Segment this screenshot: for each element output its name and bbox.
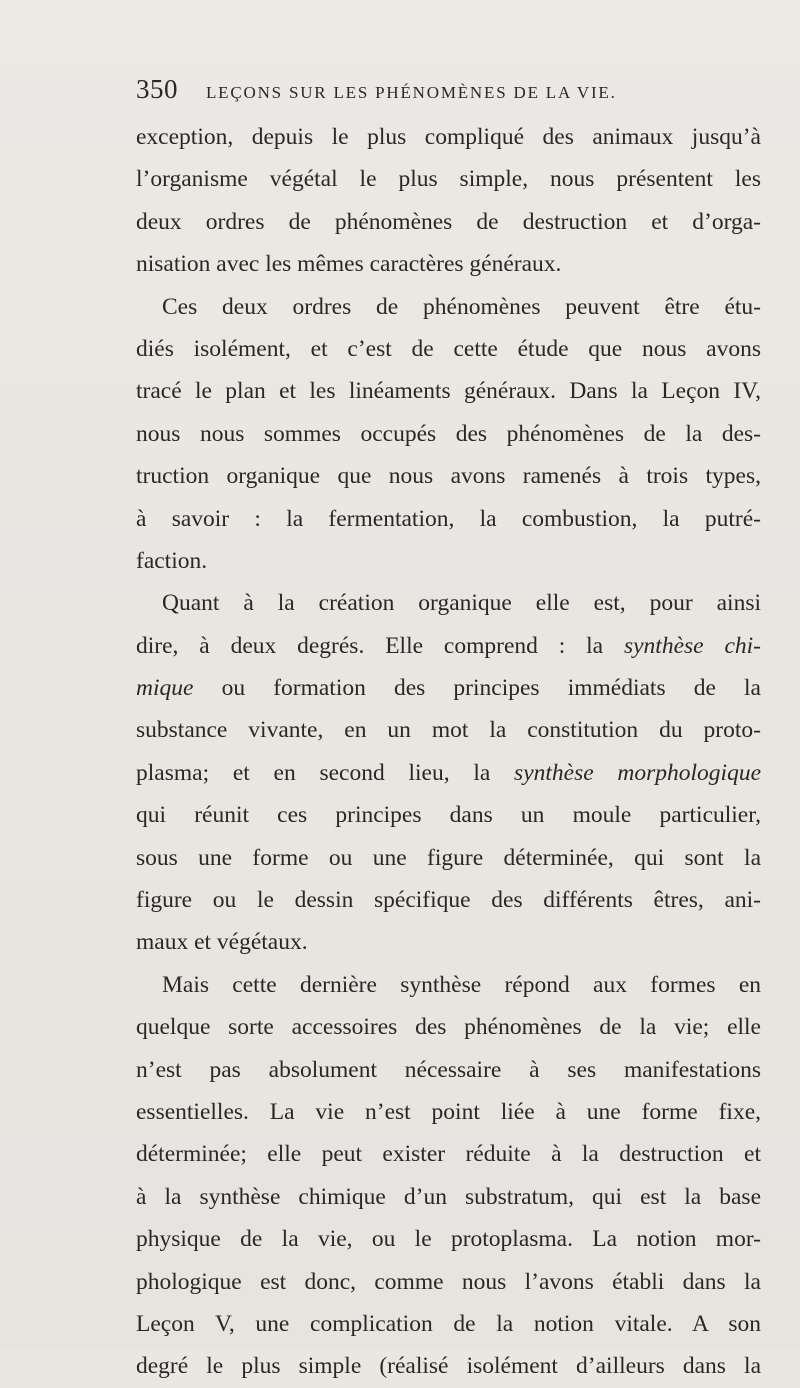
paragraph-start-line: Quant à la création organique elle est, pour ainsi <box>162 590 761 617</box>
text-line: degré le plus simple (réalisé isolément d’ailleurs dans la <box>136 1353 761 1380</box>
paragraph-start-line: Ces deux ordres de phénomènes peuvent être étu- <box>162 293 761 320</box>
text-line <box>136 667 761 709</box>
text-line <box>136 625 761 667</box>
text-line: substance vivante, en un mot la constitution du proto- <box>136 717 761 744</box>
italic-term: mique <box>136 675 194 702</box>
text-line: qui réunit ces principes dans un moule particulier, <box>136 802 761 829</box>
text-line: quelque sorte accessoires des phénomènes de la vie; elle <box>136 1014 761 1041</box>
text-line: figure ou le dessin spécifique des différents êtres, ani- <box>136 887 761 914</box>
text-line: maux et végétaux. <box>136 929 308 956</box>
text-line: à la synthèse chimique d’un substratum, qui est la base <box>136 1183 761 1210</box>
text-line: diés isolément, et c’est de cette étude que nous avons <box>136 335 761 362</box>
text-line: n’est pas absolument nécessaire à ses manifestations <box>136 1056 761 1083</box>
text-line: nisation avec les mêmes caractères généraux. <box>136 251 562 278</box>
text-line: deux ordres de phénomènes de destruction et d’orga- <box>136 208 761 235</box>
italic-term: synthèse chi- <box>623 632 761 659</box>
text-line: nous nous sommes occupés des phénomènes de la des- <box>136 420 761 447</box>
text-line <box>136 752 761 794</box>
text-line: physique de la vie, ou le protoplasma. La notion mor- <box>136 1226 761 1253</box>
text-line: tracé le plan et les linéaments généraux. Dans la Leçon IV, <box>136 378 761 405</box>
text-line: sous une forme ou une figure déterminée, qui sont la <box>136 844 761 871</box>
text-line: déterminée; elle peut exister réduite à la destruction et <box>136 1141 761 1168</box>
text-line: essentielles. La vie n’est point liée à une forme fixe, <box>136 1098 761 1125</box>
page-header <box>136 74 756 110</box>
text-segment: ou formation des principes immédiats de la <box>193 675 761 702</box>
paragraph-start-line: Mais cette dernière synthèse répond aux formes en <box>162 971 761 998</box>
text-line: à savoir : la fermentation, la combustion, la putré- <box>136 505 761 532</box>
text-line: truction organique que nous avons ramenés à trois types, <box>136 463 761 490</box>
running-title: LEÇONS SUR LES PHÉNOMÈNES DE LA VIE. <box>206 83 617 102</box>
page-number: 350 <box>136 74 178 104</box>
body-text <box>136 116 761 1388</box>
text-segment: dire, à deux degrés. Elle comprend : la <box>136 632 624 659</box>
text-segment: plasma; et en second lieu, la <box>136 759 515 786</box>
text-line: exception, depuis le plus compliqué des animaux jusqu’à <box>136 124 761 150</box>
text-line: Leçon V, une complication de la notion vitale. A son <box>136 1310 761 1337</box>
text-line: faction. <box>136 547 208 574</box>
text-line: phologique est donc, comme nous l’avons établi dans la <box>136 1268 761 1295</box>
text-line: l’organisme végétal le plus simple, nous présentent les <box>136 166 761 193</box>
italic-term: synthèse morphologique <box>514 759 762 786</box>
